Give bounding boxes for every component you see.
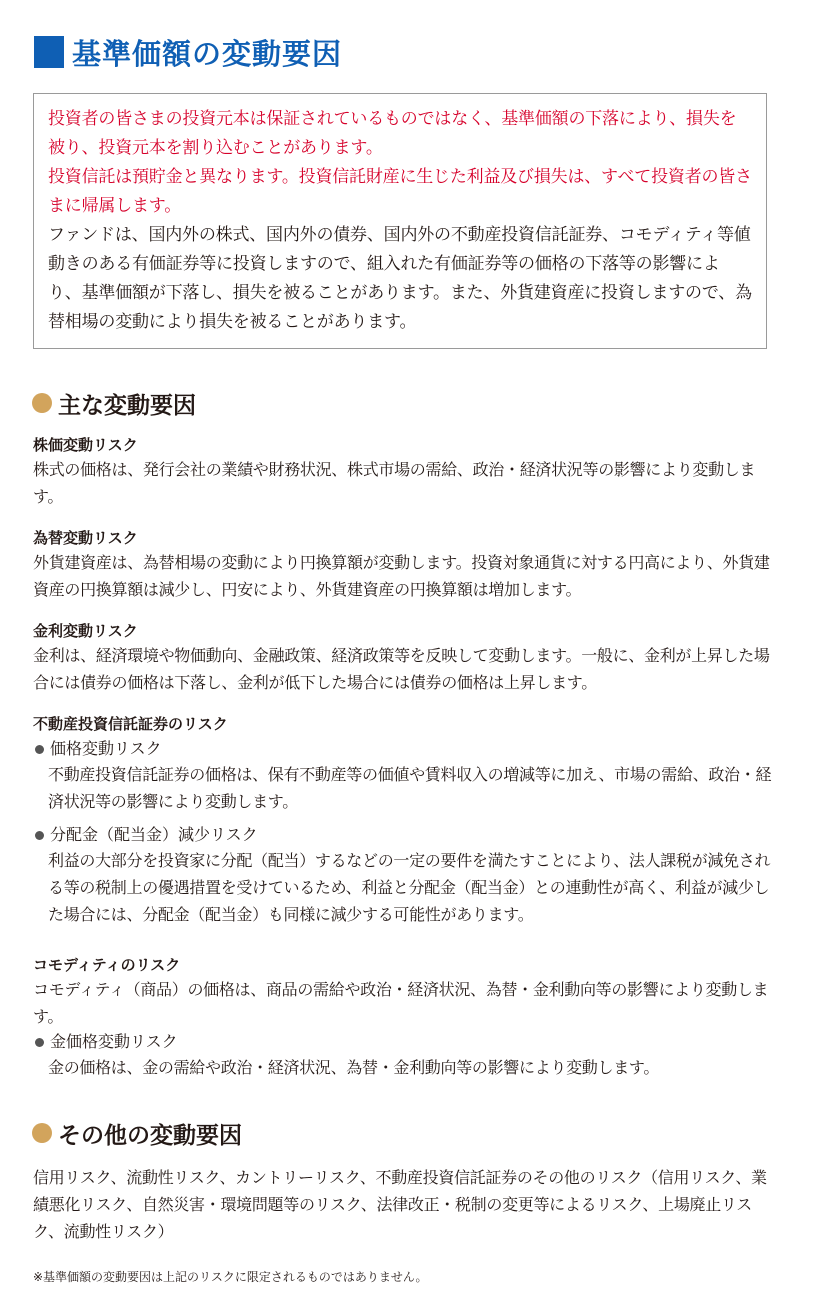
other-factors-heading	[32, 1116, 242, 1150]
fx-risk	[33, 527, 773, 603]
stock-risk-title: 株価変動リスク	[33, 436, 138, 454]
reit-dividend-risk-label: 分配金（配当金）減少リスク	[50, 825, 258, 844]
bullet-icon	[35, 831, 44, 840]
interest-risk-title: 金利変動リスク	[33, 622, 138, 640]
other-factors-desc: 信用リスク、流動性リスク、カントリーリスク、不動産投資信託証券のその他のリスク（信用リスク、業績悪化リスク、自然災害・環境問題等のリスク、法律改正・税制の変更等によるリスク、上場廃止リスク、流動性リスク）	[33, 1168, 767, 1241]
reit-price-risk-desc: 不動産投資信託証券の価格は、保有不動産等の価値や賃料収入の増減等に加え、市場の需給、政治・経済状況等の影響により変動します。	[48, 765, 772, 811]
title-square-icon	[34, 36, 64, 68]
main-factors-heading-text: 主な変動要因	[58, 392, 196, 419]
main-title-text: 基準価額の変動要因	[72, 36, 343, 71]
footnote: ※基準価額の変動要因は上記のリスクに限定されるものではありません。	[33, 1270, 428, 1284]
gold-price-risk-desc: 金の価格は、金の需給や政治・経済状況、為替・金利動向等の影響により変動します。	[48, 1058, 660, 1077]
bullet-icon	[35, 1038, 44, 1047]
section-circle-icon	[32, 1123, 52, 1143]
main-factors-heading	[32, 386, 196, 420]
reit-dividend-risk-desc: 利益の大部分を投資家に分配（配当）するなどの一定の要件を満たすことにより、法人課税が減免される等の税制上の優遇措置を受けているため、利益と分配金（配当金）との連動性が高く、利益が減少した場合には、分配金（配当金）も同様に減少する可能性があります。	[48, 851, 771, 924]
reit-risk-title: 不動産投資信託証券のリスク	[33, 715, 228, 733]
bullet-icon	[35, 745, 44, 754]
reit-price-risk-label: 価格変動リスク	[50, 739, 162, 758]
fx-risk-desc: 外貨建資産は、為替相場の変動により円換算額が変動します。投資対象通貨に対する円高により、外貨建資産の円換算額は減少し、円安により、外貨建資産の円換算額は増加します。	[33, 553, 770, 599]
reit-risk	[33, 713, 773, 928]
commodity-risk	[33, 954, 773, 1081]
reit-dividend-risk-item	[33, 823, 773, 847]
notice-principal-warning: 投資者の皆さまの投資元本は保証されているものではなく、基準価額の下落により、損失を被り、投資元本を割り込むことがあります。	[48, 109, 737, 158]
interest-risk-desc: 金利は、経済環境や物価動向、金融政策、経済政策等を反映して変動します。一般に、金利が上昇した場合には債券の価格は下落し、金利が低下した場合には債券の価格は上昇します。	[33, 646, 770, 692]
other-factors-heading-text: その他の変動要因	[58, 1122, 242, 1149]
commodity-risk-title: コモディティのリスク	[33, 956, 181, 974]
notice-deposit-warning: 投資信託は預貯金と異なります。投資信託財産に生じた利益及び損失は、すべて投資者の皆さまに帰属します。	[48, 167, 752, 216]
fx-risk-title: 為替変動リスク	[33, 529, 138, 547]
notice-box	[33, 93, 767, 349]
reit-price-risk-item	[33, 737, 773, 761]
stock-risk	[33, 434, 773, 510]
gold-price-risk-label: 金価格変動リスク	[50, 1032, 178, 1051]
interest-risk	[33, 620, 773, 696]
section-circle-icon	[32, 393, 52, 413]
commodity-risk-desc: コモディティ（商品）の価格は、商品の需給や政治・経済状況、為替・金利動向等の影響により変動します。	[33, 980, 769, 1026]
main-title	[34, 32, 342, 72]
notice-fund-description: ファンドは、国内外の株式、国内外の債券、国内外の不動産投資信託証券、コモディティ等値動きのある有価証券等に投資しますので、組入れた有価証券等の価格の下落等の影響により、基準価額が下落し、損失を被ることがあります。また、外貨建資産に投資しますので、為替相場の変動により損失を被ることがあります。	[48, 225, 752, 332]
gold-price-risk-item	[33, 1030, 773, 1054]
stock-risk-desc: 株式の価格は、発行会社の業績や財務状況、株式市場の需給、政治・経済状況等の影響により変動します。	[33, 460, 756, 506]
